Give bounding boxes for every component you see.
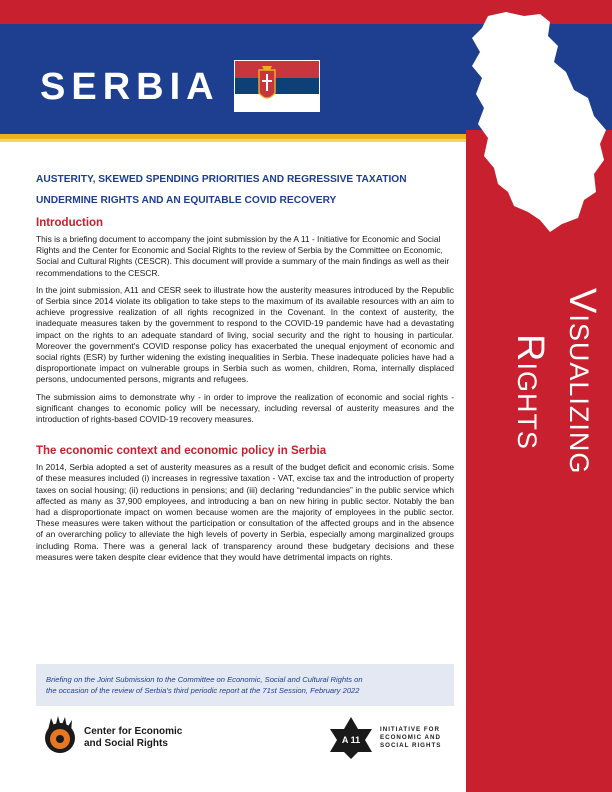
- a11-line-3: SOCIAL RIGHTS: [380, 742, 442, 749]
- a11-line-1: INITIATIVE FOR: [380, 726, 440, 733]
- country-title: SERBIA: [40, 66, 220, 108]
- paragraph: In 2014, Serbia adopted a set of austerity measures as a result of the budget deficit and economic crisis. Some of these measures included (i) increases in regressive taxation - VAT, excise tax and the introduction of property taxes on social housing; (ii) reductions in pensions; and (iii) declaring “redundancies” in the public service which affected as many as 37,900 employees, and introducing a ban on new hiring in public sector. Notably the ban had a disproportionate impact on women because women are the majority of employees in the public sector. These measures were taken without the participation or consultation of the affected groups and in the absence of an overarching policy to alleviate the high levels of poverty in Serbia, especially among marginalized groups including Roma. There was a general lack of transparency around these budgetary decisions and these measures were taken despite clear evidence that they would have detrimental impacts on rights.: [36, 462, 454, 562]
- briefing-note-text: Briefing on the Joint Submission to the Committee on Economic, Social and Cultural Rights on the occasion of the review of Serbia’s third periodic report at the 71st Session, February 2022: [46, 675, 363, 695]
- cesr-line-2: and Social Rights: [84, 738, 168, 749]
- serbia-map-icon: [454, 6, 612, 238]
- cesr-logo-icon: [40, 716, 80, 756]
- a11-line-2: ECONOMIC AND: [380, 734, 441, 741]
- serbia-flag-icon: [234, 60, 320, 112]
- briefing-note-box: [36, 664, 454, 706]
- cesr-line-1: Center for Economic: [84, 726, 183, 737]
- main-content: [36, 170, 454, 569]
- visualizing-rights-wordmark: [454, 288, 604, 588]
- section-heading-introduction: Introduction: [36, 217, 104, 229]
- wordmark-rights: Rights: [509, 334, 551, 450]
- a11-logo-icon: [328, 716, 374, 760]
- a11-logo-text: [380, 726, 441, 750]
- document-title-line-2: UNDERMINE RIGHTS AND AN EQUITABLE COVID RECOVERY: [36, 195, 337, 206]
- paragraph: The submission aims to demonstrate why - in order to improve the realization of economic and social rights - significant changes to economic policy will be necessary, including reversal of austerity measures and the introduction of rights-based COVID-19 recovery measures.: [36, 391, 454, 425]
- wordmark-visualizing: Visualizing: [561, 288, 603, 475]
- section-heading-economic-context: The economic context and economic policy in Serbia: [36, 445, 327, 458]
- cesr-logo-text: [84, 726, 182, 750]
- document-title-line-1: AUSTERITY, SKEWED SPENDING PRIORITIES AND REGRESSIVE TAXATION: [36, 174, 407, 185]
- a11-badge-text: A 11: [341, 735, 361, 745]
- paragraph: This is a briefing document to accompany the joint submission by the A 11 - Initiative for Economic and Social Rights and the Center for Economic and Social Rights to the review of Serbia by the Committee on Economic, Social and Cultural Rights (CESCR). This document will provide a summary of the main findings as well as their recommendations to the CESCR.: [36, 234, 450, 278]
- paragraph: In the joint submission, A11 and CESR seek to illustrate how the austerity measures introduced by the Republic of Serbia since 2014 violate its obligation to take steps to the maximum of its available resources with an aim to achieve progressive realization of all rights recognized in the Covenant. In the context of austerity, the inadequate measures taken by the government to respond to the COVID-19 pandemic have had a devastating impact on the rights to an adequate standard of living, social security and the right to housing in particular. Moreover the government's COVID response policy has exacerbated the unequal enjoyment of economic and social rights (ESR) by further widening the existing inequalities in Serbia. These inadequate policies have had a disproportionate impact on vulnerable groups in Serbia such as women, children, Roma, internally displaced persons, undocumented persons, migrants and refugees.: [36, 284, 454, 385]
